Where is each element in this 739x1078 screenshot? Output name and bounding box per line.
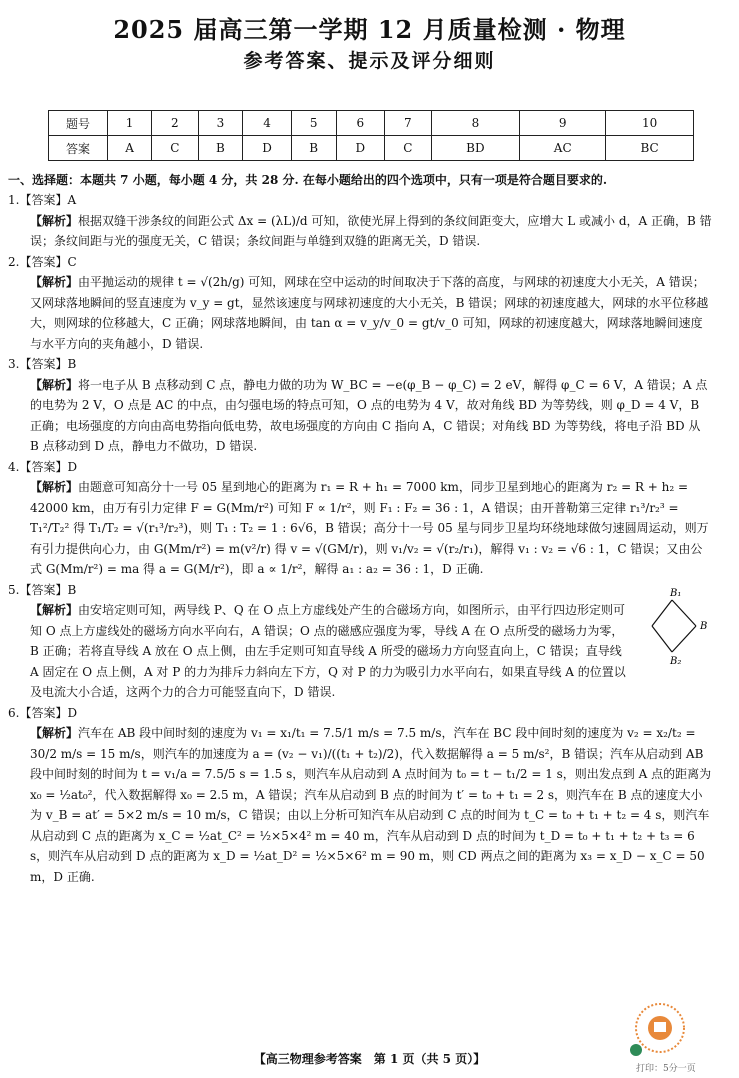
- table-cell-answer: C: [152, 136, 198, 161]
- question-block: [8, 457, 712, 580]
- field-label-bottom: B₂: [670, 655, 682, 666]
- table-cell-answer: B: [198, 136, 243, 161]
- table-cell-number: 3: [198, 111, 243, 136]
- vector-arrow: [652, 626, 672, 652]
- stamp-caption: 打印：5分一页: [636, 1064, 696, 1074]
- table-cell-number: 9: [520, 111, 606, 136]
- table-cell-answer: D: [243, 136, 291, 161]
- table-cell-answer: AC: [520, 136, 606, 161]
- explanation: [30, 375, 712, 457]
- table-cell-number: 1: [108, 111, 152, 136]
- explanation: [30, 723, 712, 887]
- table-cell-answer: BC: [606, 136, 694, 161]
- answer-label: 4.【答案】D: [8, 459, 78, 474]
- table-row-answers: [49, 136, 694, 161]
- table-header-number: 题号: [49, 111, 108, 136]
- page-title: 2025 届高三第一学期 12 月质量检测 · 物理: [113, 15, 626, 44]
- explanation-tag: 【解析】: [30, 377, 79, 392]
- explanation-tag: 【解析】: [30, 275, 79, 289]
- table-cell-number: 7: [385, 111, 431, 136]
- explanation-text: 根据双缝干涉条纹的间距公式 Δx = (λL)/d 可知，欲使光屏上得到的条纹间距变大，应增大 L 或减小 d，A 正确，B 错误；条纹间距与光的强度无关，C 错误；条纹间距与单缝到双缝的距离无关，D 错误.: [30, 213, 712, 248]
- table-row-numbers: [49, 111, 694, 136]
- answer-label: 6.【答案】D: [8, 705, 78, 720]
- explanation-text: 由题意可知高分十一号 05 星到地心的距离为 r₁ = R + h₁ = 7000 km，同步卫星到地心的距离为 r₂ = R + h₂ = 42000 km，由万有引力定律 F = G(Mm/r²) 可知 F ∝ 1/r²，则 F₁ : F₂ = 36 : 1，A 错误；由开普勒第三定律 r₁³/r₂³ = T₁²/T₂² 得 T₁/T₂ = √(r₁³/r₂³)，则 T₁ : T₂ = 1 : 6√6，B 错误；高分十一号 05 星与同步卫星均环绕地球做匀速圆周运动，则万有引力提供向心力，由 G(Mm/r²) = m(v²/r) 得 v = √(GM/r)，则 v₁/v₂ = √(r₂/r₁)，解得 v₁ : v₂ = √6 : 1，C 错误；又由公式 G(Mm/r²) = ma 得 a = G(M/r²)，即 a ∝ 1/r²，解得 a₁ : a₂ = 36 : 1，D 正确.: [30, 480, 709, 576]
- explanation: [30, 211, 712, 252]
- answer-label: 5.【答案】B: [8, 582, 77, 597]
- vector-arrow: [652, 600, 672, 626]
- table-cell-number: 10: [606, 111, 694, 136]
- table-cell-number: 5: [291, 111, 336, 136]
- field-label-top: B₁: [670, 587, 682, 599]
- question-block: [8, 252, 712, 355]
- explanation-tag: 【解析】: [30, 480, 79, 494]
- table-cell-answer: A: [108, 136, 152, 161]
- vector-arrow: [672, 626, 696, 652]
- field-label-right: B: [700, 620, 708, 632]
- table-cell-number: 2: [152, 111, 198, 136]
- question-block: [8, 580, 712, 703]
- explanation-tag: 【解析】: [30, 603, 79, 617]
- table-cell-number: 6: [336, 111, 384, 136]
- page-footer: 【高三物理参考答案 第 1 页（共 5 页）】: [253, 1052, 486, 1066]
- magnetic-field-diagram: [642, 586, 712, 666]
- table-cell-number: 4: [243, 111, 291, 136]
- page-subtitle: 参考答案、提示及评分细则: [243, 50, 496, 72]
- explanation-text: 由平抛运动的规律 t = √(2h/g) 可知，网球在空中运动的时间取决于下落的高度，与网球的初速度大小无关，A 错误；又网球落地瞬间的竖直速度为 v_y = gt，显然该速度与网球初速度的大小无关，B 错误；网球的初速度越大，网球的水平位移越大，则网球的位移越大，C 正确；网球落地瞬间，由 tan α = v_y/v_0 = gt/v_0 可知，网球的初速度越大，网球落地瞬间速度与水平方向的夹角越小，D 错误.: [30, 275, 709, 351]
- explanation: [30, 272, 712, 354]
- printer-stamp-icon: [622, 1000, 692, 1060]
- answer-label: 2.【答案】C: [8, 254, 77, 269]
- question-block: [8, 190, 712, 252]
- table-cell-answer: B: [291, 136, 336, 161]
- vector-arrow: [672, 600, 696, 626]
- question-block: [8, 354, 712, 457]
- section-heading: 一、选择题：本题共 7 小题，每小题 4 分，共 28 分. 在每小题给出的四个选项中，只有一项是符合题目要求的.: [8, 173, 608, 187]
- explanation: [30, 600, 632, 703]
- explanation-tag: 【解析】: [30, 213, 79, 228]
- table-header-answer: 答案: [49, 136, 108, 161]
- table-cell-answer: D: [336, 136, 384, 161]
- answer-table: [48, 110, 694, 161]
- question-block: [8, 703, 712, 888]
- answer-label: 3.【答案】B: [8, 357, 77, 371]
- answer-label: 1.【答案】A: [8, 193, 77, 207]
- explanation-text: 汽车在 AB 段中间时刻的速度为 v₁ = x₁/t₁ = 7.5/1 m/s = 7.5 m/s，汽车在 BC 段中间时刻的速度为 v₂ = x₂/t₂ = 30/2 m/s = 15 m/s，则汽车的加速度为 a = (v₂ − v₁)/((t₁ + t₂)/2)，代入数据解得 a = 5 m/s²，B 错误；汽车从启动到 AB 段中间时刻的时间为 t = v₁/a = 7.5/5 s = 1.5 s，则汽车从启动到 A 点时间为 t₀ = t − t₁/2 = 1 s，则出发点到 A 点的距离为 x₀ = ½at₀²，代入数据解得 x₀ = 2.5 m，A 错误；汽车从启动到 B 点的时间为 t′ = t₀ + t₁ = 2 s，则汽车在 B 点的速度大小为 v_B = at′ = 5×2 m/s = 10 m/s，C 错误；由以上分析可知汽车从启动到 C 点的时间为 t_C = t₀ + t₁ + t₂ = 4 s，则汽车从启动到 C 点的距离为 x_C = ½at_C² = ½×5×4² m = 40 m，汽车从启动到 D 点的时间为 t_D = t₀ + t₁ + t₂ + t₃ = 6 s，则汽车从启动到 D 点的距离为 x_D = ½at_D² = ½×5×6² m = 90 m，则 CD 两点之间的距离为 x₃ = x_D − x_C = 50 m，D 正确.: [30, 726, 712, 884]
- explanation: [30, 477, 712, 580]
- table-cell-answer: C: [385, 136, 431, 161]
- table-cell-answer: BD: [431, 136, 520, 161]
- explanation-tag: 【解析】: [30, 726, 79, 740]
- table-cell-number: 8: [431, 111, 520, 136]
- explanation-text: 将一电子从 B 点移动到 C 点，静电力做的功为 W_BC = −e(φ_B − φ_C) = 2 eV，解得 φ_C = 6 V，A 错误；A 点的电势为 2 V，O 点是 AC 的中点，由匀强电场的特点可知，O 点的电势为 4 V，故对角线 BD 为等势线，则 φ_D = 4 V，B 正确；电场强度的方向由高电势指向低电势，故电场强度的方向由 C 指向 A，C 错误；对角线 BD 为等势线，将电子沿 BD 从 B 点移动到 D 点，静电力不做功，D 错误.: [30, 377, 708, 453]
- explanation-text: 由安培定则可知，两导线 P、Q 在 O 点上方虚线处产生的合磁场方向，如图所示，由平行四边形定则可知 O 点上方虚线处的磁场方向水平向右，A 错误；O 点的磁感应强度为零，导线 A 在 O 点所受的磁场力为零，B 正确；若将直导线 A 放在 O 点上侧，由左手定则可知直导线 A 所受的磁场力方向竖直向上，C 错误；直导线 A 固定在 O 点上侧，A 对 P 的力为排斥力斜向左下方，Q 对 P 的力为吸引力水平向右，如果直导线 A 的位置以及电流大小合适，这两个力的合力可能竖直向下，D 错误.: [30, 603, 626, 699]
- solutions: [8, 190, 712, 887]
